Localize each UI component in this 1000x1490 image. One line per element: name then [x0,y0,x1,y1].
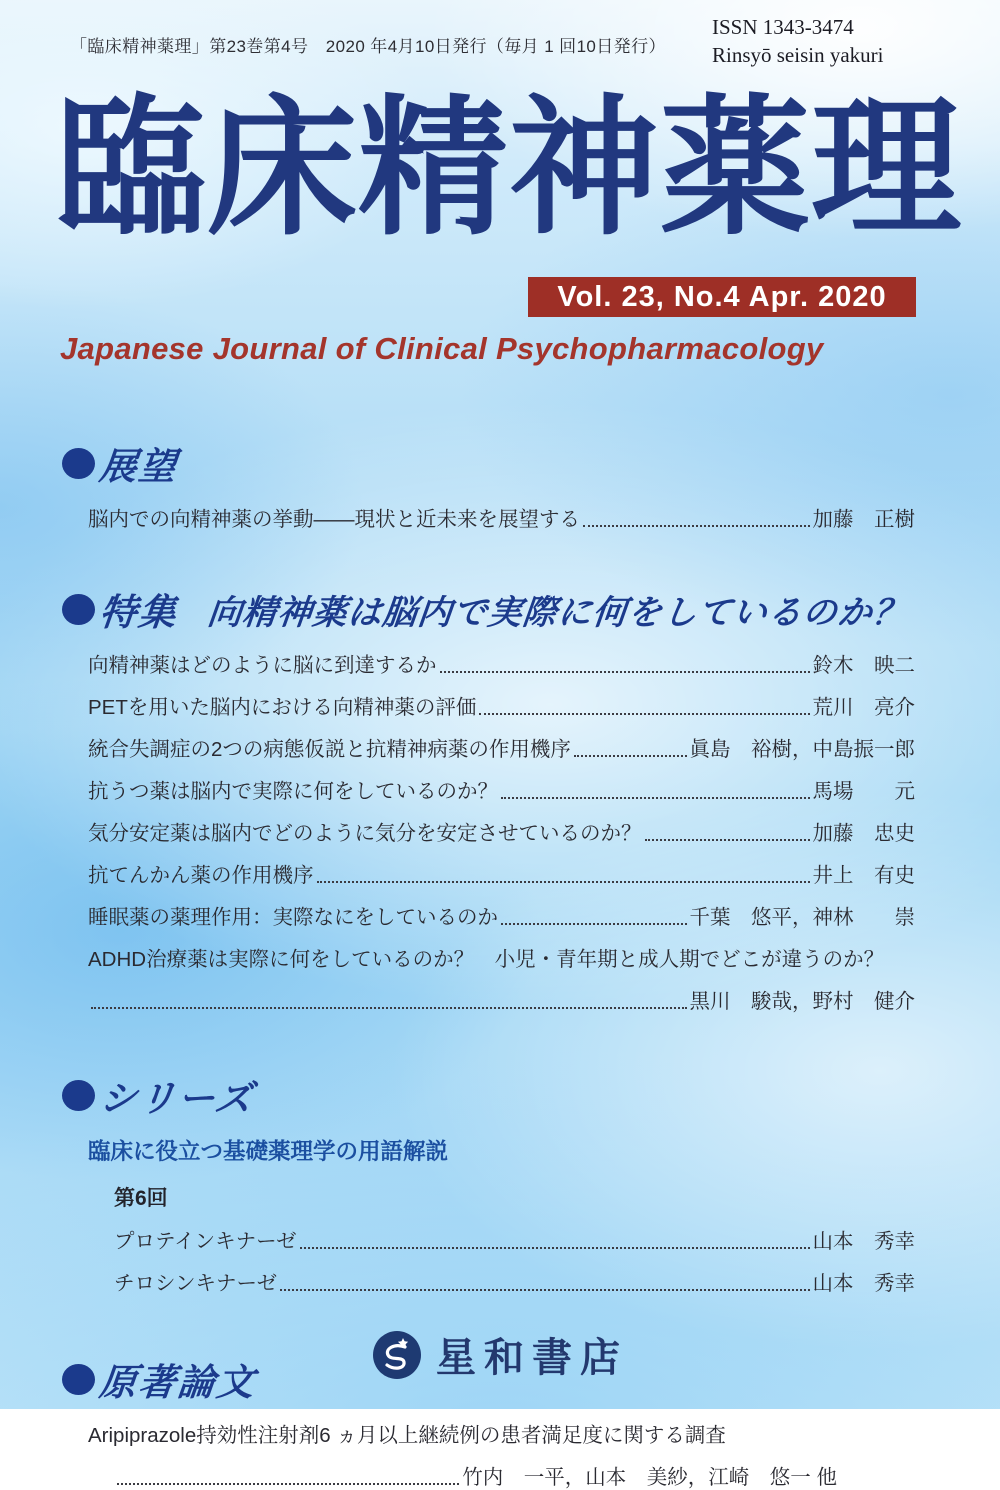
toc-item-authors-carryover [114,1460,837,1490]
article-authors: 馬場 元 [812,780,915,803]
dotted-leader [479,713,809,715]
toc-item [114,1224,915,1254]
dotted-leader [440,671,810,673]
series-episode: 第6回 [114,1187,168,1210]
article-authors: 黒川 駿哉，野村 健介 [689,990,915,1013]
dotted-leader [645,839,810,841]
toc-item [88,1418,915,1448]
dotted-leader [280,1289,809,1291]
issn-block [712,13,884,70]
section-label: 特集 [97,592,180,633]
article-title: 統合失調症の2つの病態仮説と抗精神病薬の作用機序 [88,738,571,761]
section-heading-series [62,1068,915,1122]
article-title: 抗うつ薬は脳内で実際に何をしているのか？ [88,780,498,803]
romanized-title: Rinsyō seisin yakuri [712,43,884,68]
dotted-leader [501,923,687,925]
article-authors: 井上 有史 [812,864,915,887]
series-subtitle: 臨床に役立つ基礎薬理学の用語解説 [88,1139,449,1164]
article-title: プロテインキナーゼ [114,1230,297,1253]
journal-title-english: Japanese Journal of Clinical Psychopharmacology [60,331,824,366]
toc-item-authors-carryover [88,984,915,1014]
article-authors: 山本 秀幸 [812,1272,915,1295]
publisher-block [0,1326,1000,1383]
toc-item [88,900,915,930]
toc-item [88,502,915,532]
article-authors: 眞島 裕樹，中島振一郎 [689,738,915,761]
article-title: Aripiprazole持効性注射剤6 ヵ月以上継続例の患者満足度に関する調査 [88,1424,726,1447]
issue-info: 「臨床精神薬理」第23巻第4号 2020 年4月10日発行（毎月 1 回10日発行） [70,37,666,56]
section-label: 展望 [97,446,180,487]
journal-title: 臨床精神薬理 [56,84,963,252]
section-heading-tokushu [62,582,915,636]
volume-banner: Vol. 23, No.4 Apr. 2020 [528,277,916,317]
toc-item [88,858,915,888]
feature-subject: 向精神薬は脳内で実際に何をしているのか？ [205,593,910,632]
section-label: 原著論文 [97,1362,258,1403]
section-bullet-icon [62,448,95,479]
section-heading-tenbo [62,436,915,490]
article-authors: 千葉 悠平，神林 崇 [689,906,915,929]
dotted-leader [317,881,810,883]
article-authors: 竹内 一平，山本 美紗，江崎 悠一 他 [462,1466,837,1489]
toc-item [88,690,915,720]
section-bullet-icon [62,594,95,625]
dotted-leader [501,797,810,799]
article-title: 脳内での向精神薬の挙動——現状と近未来を展望する [88,508,580,531]
article-title: 向精神薬はどのように脳に到達するか [88,654,437,677]
article-title: チロシンキナーゼ [114,1272,278,1295]
article-authors: 山本 秀幸 [812,1230,915,1253]
dotted-leader [574,755,687,757]
article-title: 抗てんかん薬の作用機序 [88,864,314,887]
article-authors: 鈴木 映二 [812,654,915,677]
section-label: シリーズ [97,1078,256,1119]
seiwa-shoten-logo-icon [372,1330,422,1380]
toc-item [88,942,915,972]
article-title: 気分安定薬は脳内でどのように気分を安定させているのか？ [88,822,642,845]
section-bullet-icon [62,1080,95,1111]
toc-item [88,648,915,678]
dotted-leader [91,1007,687,1009]
article-authors: 荒川 亮介 [812,696,915,719]
toc-item [88,774,915,804]
article-title: 睡眠薬の薬理作用：実際なにをしているのか [88,906,498,929]
issn: ISSN 1343-3474 [712,15,854,39]
toc-item [114,1266,915,1296]
publisher-name: 星和書店 [436,1336,628,1380]
dotted-leader [583,525,810,527]
article-title: PETを用いた脳内における向精神薬の評価 [88,696,477,719]
toc-item [88,732,915,762]
dotted-leader [117,1483,459,1485]
article-authors: 加藤 正樹 [812,508,915,531]
toc-item [88,816,915,846]
article-authors: 加藤 忠史 [812,822,915,845]
dotted-leader [300,1247,810,1249]
article-title: ADHD治療薬は実際に何をしているのか？ 小児・青年期と成人期でどこが違うのか？ [88,948,885,971]
